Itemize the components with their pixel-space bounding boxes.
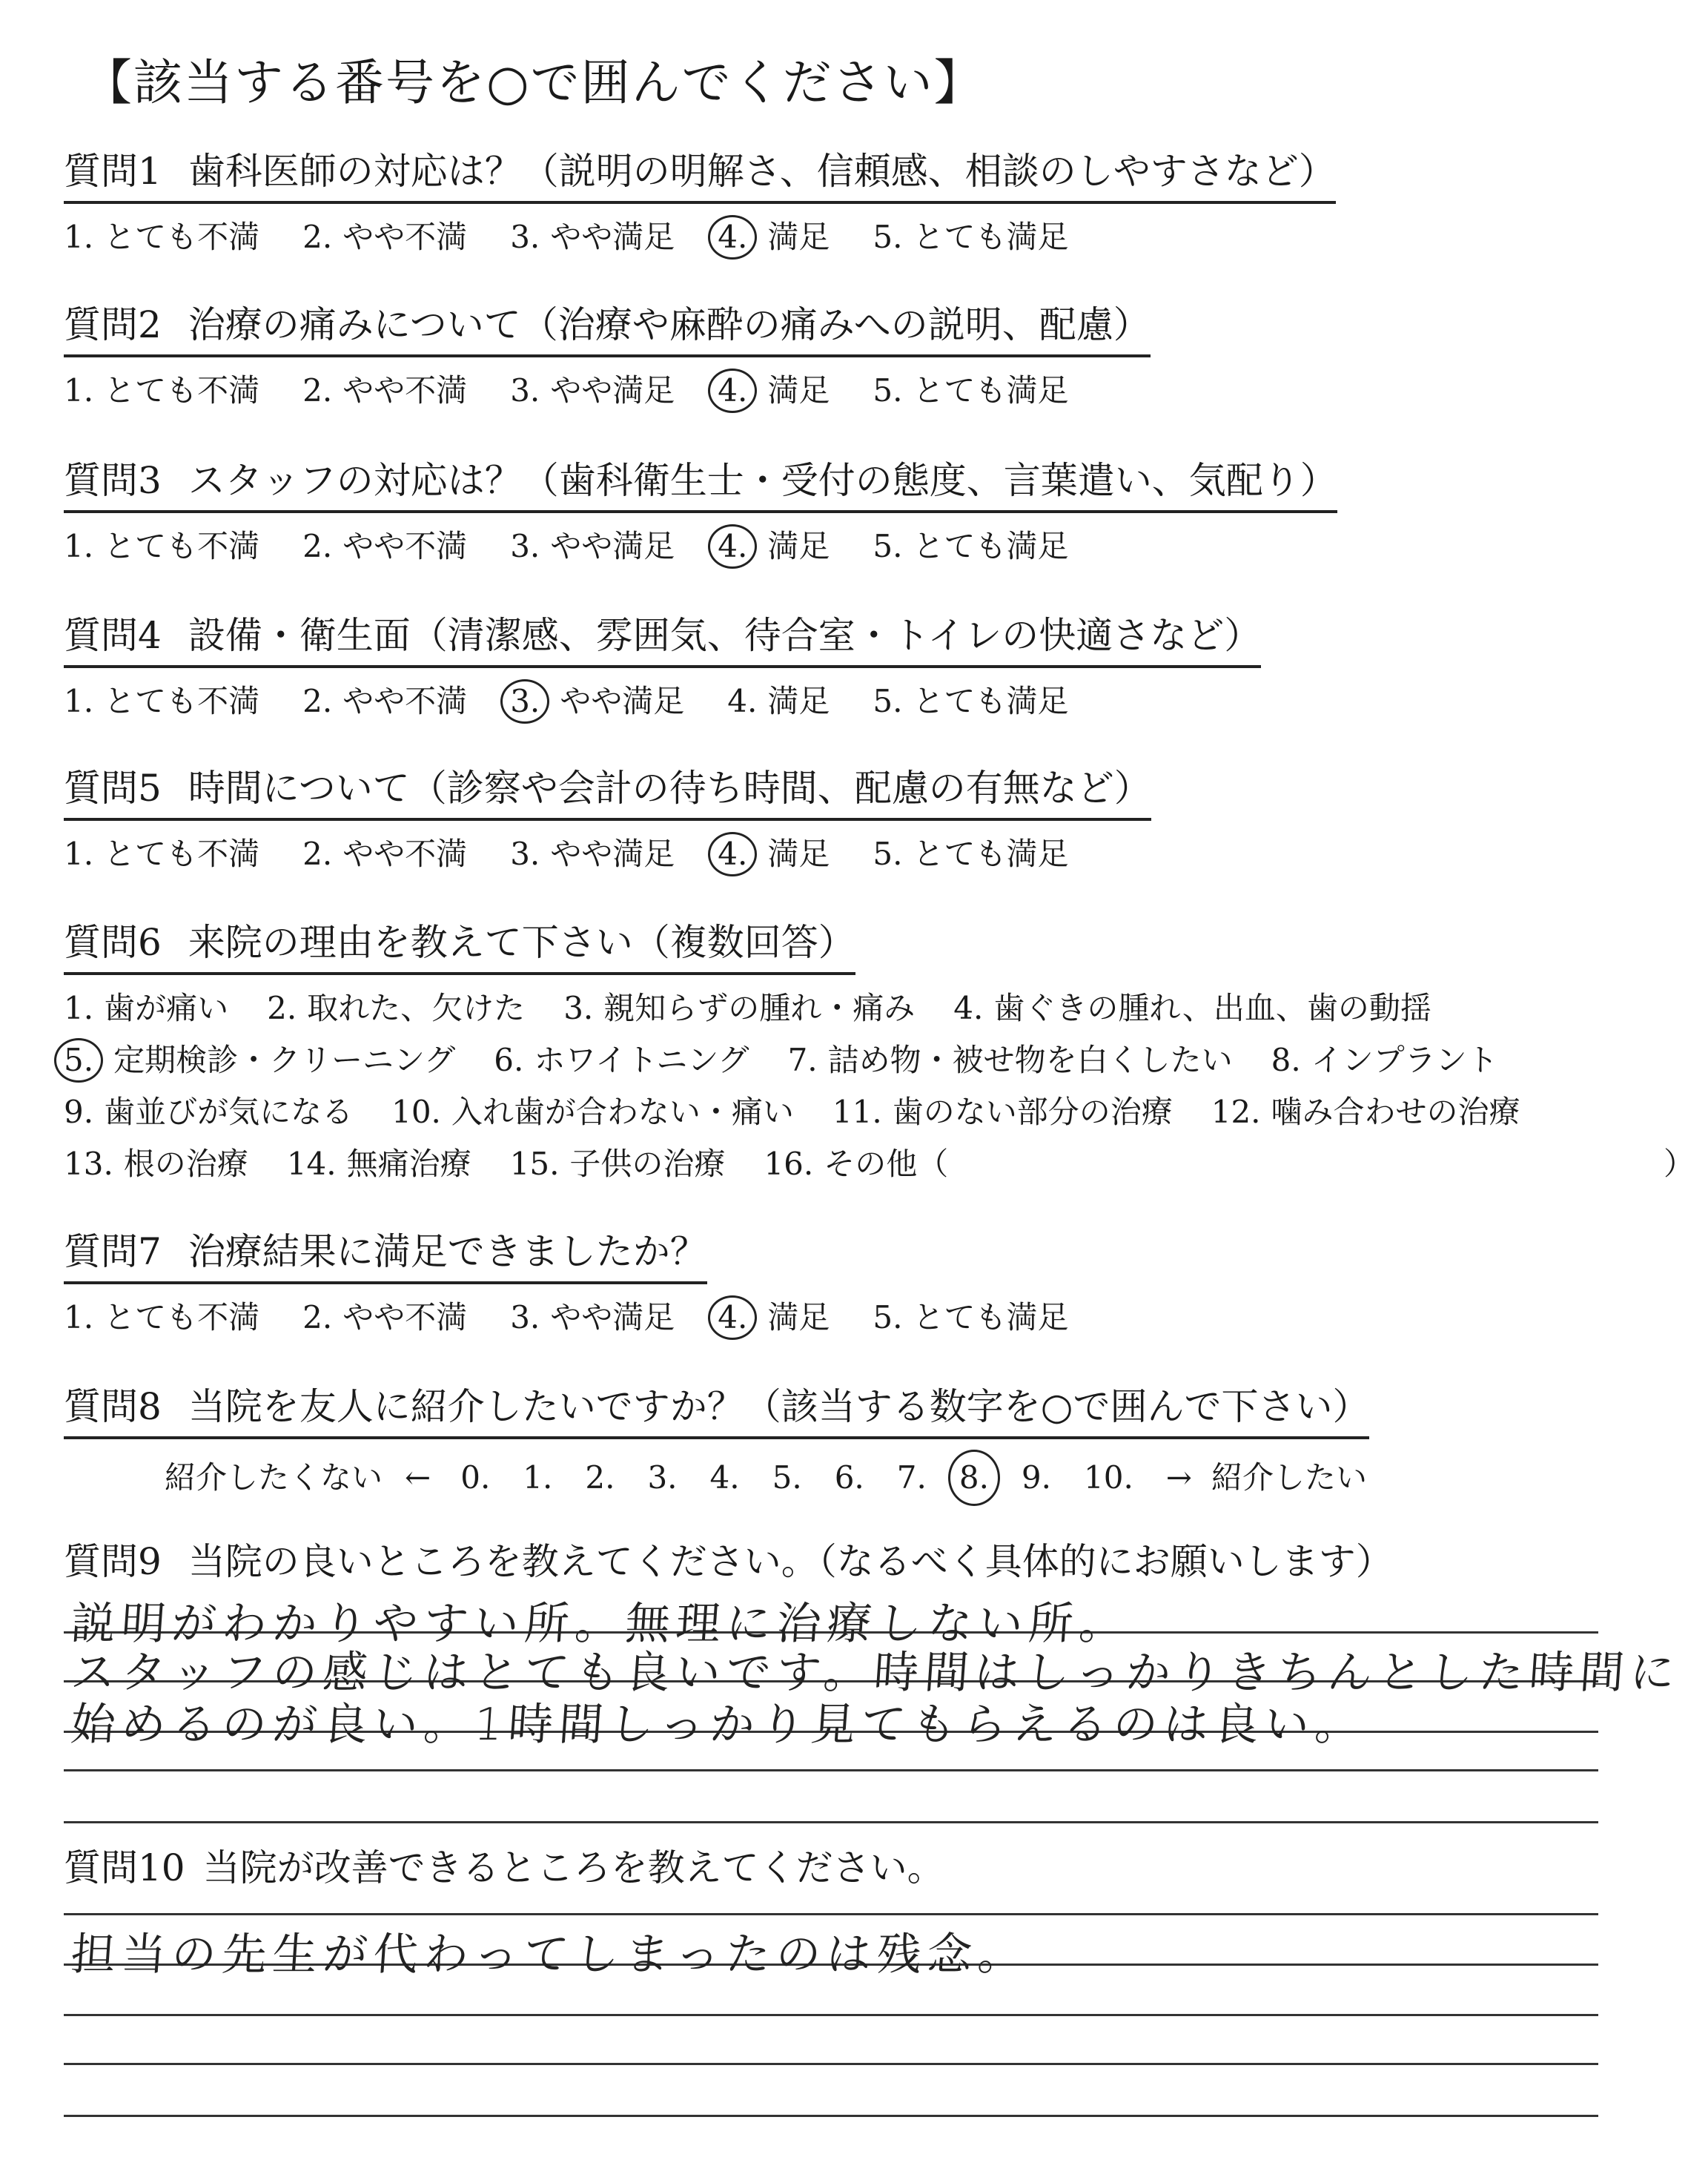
option-label: 入れ歯が合わない・痛い (451, 1093, 794, 1130)
reason-option-10[interactable] (391, 1086, 794, 1138)
question-3 (64, 458, 1337, 572)
answer-area-q10[interactable] (64, 1898, 1598, 2136)
option-number: 3. (510, 371, 540, 409)
rating-option-5[interactable] (873, 211, 1068, 263)
option-number: 11. (832, 1093, 882, 1130)
handwritten-answer: 始めるのが良い。1時間しっかり見てもらえるのは良い。 (69, 1699, 1368, 1751)
question-6 (64, 919, 1695, 1190)
option-label: その他（ (824, 1145, 949, 1182)
rating-option-1[interactable] (64, 1292, 259, 1344)
option-label: とても満足 (913, 682, 1069, 719)
question-2 (64, 302, 1151, 417)
scale-left-label: 紹介したくない (165, 1459, 383, 1496)
option-number: 3. (510, 1298, 540, 1335)
question-text: 当院の良いところを教えてください。（なるべく具体的にお願いします） (188, 1540, 1393, 1583)
rating-option-5[interactable] (873, 1292, 1068, 1344)
option-label: 満足 (767, 1298, 830, 1335)
rating-option-4[interactable] (718, 1292, 830, 1344)
option-number: 4. (708, 524, 757, 569)
option-label: とても満足 (913, 527, 1069, 564)
rating-option-1[interactable] (64, 676, 259, 727)
reason-option-14[interactable] (287, 1138, 471, 1190)
rating-option-4[interactable] (718, 365, 830, 417)
option-label: やや不満 (342, 218, 468, 255)
option-label: 子供の治療 (569, 1145, 726, 1182)
option-label: やや満足 (550, 1298, 675, 1335)
option-number: 1. (64, 989, 94, 1026)
option-number: 5. (873, 835, 903, 872)
answer-line (64, 1821, 1598, 1823)
reason-option-9[interactable] (64, 1086, 353, 1138)
question-7 (64, 1229, 1111, 1344)
rating-option-4[interactable] (718, 828, 830, 880)
option-label: とても不満 (104, 682, 260, 719)
option-number: 3. (510, 218, 540, 255)
reason-row (64, 982, 1559, 1034)
rating-options (64, 676, 1261, 727)
option-number: 2. (302, 371, 333, 409)
reason-option-16[interactable] (764, 1138, 948, 1190)
option-number: 1. (64, 527, 94, 564)
option-label: やや不満 (342, 1298, 468, 1335)
question-number: 質問1 (64, 150, 162, 193)
rating-option-4[interactable] (727, 676, 830, 727)
rating-option-1[interactable] (64, 521, 259, 572)
question-8-title (64, 1384, 1369, 1439)
option-label: 歯のない部分の治療 (892, 1093, 1173, 1130)
page-title: 【該当する番号を○で囲んでください】 (83, 54, 984, 111)
rating-option-3[interactable] (510, 521, 675, 572)
right-arrow-icon: → (1165, 1459, 1192, 1496)
option-label: 満足 (767, 371, 830, 409)
rating-option-1[interactable] (64, 365, 259, 417)
rating-options (64, 365, 1151, 417)
option-number: 14. (286, 1145, 337, 1182)
answer-area-q9[interactable] (64, 1587, 1683, 1824)
option-number: 1. (64, 835, 94, 872)
option-label: 歯並びが気になる (104, 1093, 354, 1130)
option-number: 16. (764, 1145, 814, 1182)
option-number: 2. (267, 989, 297, 1026)
answer-line (64, 1913, 1598, 1915)
option-number: 4. (708, 215, 757, 260)
rating-option-2[interactable] (302, 365, 467, 417)
rating-option-1[interactable] (64, 211, 259, 263)
scale-point-9[interactable]: 9. (1021, 1459, 1051, 1496)
option-number: 4. (708, 369, 757, 413)
option-number: 4. (708, 832, 757, 876)
reason-option-3[interactable] (563, 982, 915, 1034)
reason-row (64, 1034, 1559, 1086)
question-3-title (64, 458, 1337, 513)
question-number: 質問2 (64, 303, 162, 346)
option-label: 定期検診・クリーニング (113, 1041, 456, 1078)
reason-option-11[interactable] (833, 1086, 1173, 1138)
rating-option-5[interactable] (873, 828, 1068, 880)
answer-line (64, 2115, 1598, 2117)
question-1 (64, 148, 1336, 263)
option-label: ホワイトニング (534, 1041, 749, 1078)
question-10-title (64, 1845, 944, 1892)
scale-right-label: 紹介したい (1211, 1459, 1368, 1496)
scale-point-1[interactable]: 1. (523, 1459, 553, 1496)
rating-option-2[interactable] (302, 676, 467, 727)
rating-options (64, 828, 1151, 880)
question-text: 時間について（診察や会計の待ち時間、配慮の有無など） (188, 767, 1151, 810)
question-number: 質問3 (64, 459, 162, 502)
question-5-title (64, 765, 1151, 821)
question-2-title (64, 302, 1151, 357)
rating-option-3[interactable] (510, 211, 675, 263)
question-9-title (64, 1539, 1393, 1585)
option-number: 1. (64, 371, 94, 409)
rating-option-2[interactable] (302, 211, 467, 263)
scale-point-10[interactable]: 10. (1084, 1459, 1133, 1496)
reason-options (64, 982, 1695, 1190)
rating-options (64, 211, 1336, 263)
option-label: 無痛治療 (346, 1145, 471, 1182)
option-label: とても不満 (104, 1298, 260, 1335)
question-text: 設備・衛生面（清潔感、雰囲気、待合室・トイレの快適さなど） (188, 614, 1262, 657)
question-6-title (64, 919, 855, 975)
reason-option-8[interactable] (1271, 1034, 1498, 1086)
option-number: 2. (302, 527, 333, 564)
reason-option-1[interactable] (64, 982, 228, 1034)
scale-point-8[interactable]: 8. (948, 1450, 1000, 1506)
option-label: とても不満 (104, 527, 260, 564)
scale-point-5[interactable]: 5. (772, 1459, 802, 1496)
option-label: やや不満 (342, 371, 468, 409)
option-number: 4. (953, 989, 984, 1026)
option-number: 6. (494, 1041, 524, 1078)
option-number: 1. (64, 682, 94, 719)
scale-point-7[interactable]: 7. (896, 1459, 927, 1496)
option-label: やや不満 (342, 527, 468, 564)
rating-option-1[interactable] (64, 828, 259, 880)
option-number: 5. (873, 682, 903, 719)
option-label: とても満足 (913, 835, 1069, 872)
option-label: 満足 (767, 835, 830, 872)
option-number: 10. (391, 1093, 441, 1130)
reason-option-7[interactable] (788, 1034, 1233, 1086)
question-4 (64, 612, 1261, 727)
option-label: 取れた、欠けた (307, 989, 526, 1026)
question-number: 質問8 (64, 1385, 162, 1428)
option-label: やや満足 (550, 371, 675, 409)
option-label: 親知らずの腫れ・痛み (603, 989, 916, 1026)
question-number: 質問6 (64, 921, 162, 964)
question-text: 来院の理由を教えて下さい（複数回答） (188, 921, 855, 964)
question-text: スタッフの対応は？（歯科衛生士・受付の態度、言葉遣い、気配り） (188, 459, 1337, 502)
question-9 (64, 1539, 1393, 1585)
reason-row (64, 1086, 1559, 1138)
question-text: 治療結果に満足できましたか？ (188, 1230, 707, 1273)
handwritten-answer: スタッフの感じはとても良いです。時間はしっかりきちんとした時間に (69, 1647, 1683, 1699)
option-label: とても満足 (913, 218, 1069, 255)
scale-point-3[interactable]: 3. (647, 1459, 678, 1496)
reason-option-5[interactable] (64, 1034, 455, 1086)
option-number: 3. (510, 527, 540, 564)
rating-option-3[interactable] (510, 828, 675, 880)
reason-option-13[interactable] (64, 1138, 248, 1190)
rating-option-2[interactable] (302, 521, 467, 572)
answer-line (64, 1769, 1598, 1771)
option-number: 3. (563, 989, 594, 1026)
option-label: とても満足 (913, 1298, 1069, 1335)
option-number: 9. (64, 1093, 94, 1130)
rating-option-3[interactable] (510, 676, 684, 727)
option-number: 8. (1271, 1041, 1301, 1078)
option-label: 満足 (767, 218, 830, 255)
rating-options (64, 1292, 1111, 1344)
option-label: とても不満 (104, 218, 260, 255)
question-1-title (64, 148, 1336, 204)
question-text: 治療の痛みについて（治療や麻酔の痛みへの説明、配慮） (188, 303, 1151, 346)
handwritten-answer: 説明がわかりやすい所。無理に治療しない所。 (69, 1598, 1132, 1650)
question-number: 質問4 (64, 614, 162, 657)
option-label: とても満足 (913, 371, 1069, 409)
option-number: 5. (873, 527, 903, 564)
rating-option-3[interactable] (510, 1292, 675, 1344)
reason-option-4[interactable] (953, 982, 1431, 1034)
rating-options (64, 521, 1337, 572)
rating-option-5[interactable] (873, 365, 1068, 417)
option-number: 5. (54, 1038, 103, 1083)
option-number: 5. (873, 1298, 903, 1335)
scale-point-0[interactable]: 0. (460, 1459, 491, 1496)
reason-row (64, 1138, 1695, 1190)
question-number: 質問7 (64, 1230, 162, 1273)
rating-option-5[interactable] (873, 521, 1068, 572)
option-label: やや満足 (550, 527, 675, 564)
option-number: 15. (509, 1145, 560, 1182)
option-number: 5. (873, 371, 903, 409)
option-label: 根の治療 (123, 1145, 248, 1182)
question-8 (64, 1384, 1369, 1506)
reason-option-12[interactable] (1211, 1086, 1520, 1138)
option-number: 1. (64, 1298, 94, 1335)
question-number: 質問5 (64, 767, 162, 810)
option-number: 2. (302, 218, 333, 255)
option-label: 噛み合わせの治療 (1271, 1093, 1520, 1130)
scale-point-4[interactable]: 4. (709, 1459, 740, 1496)
option-number: 2. (302, 835, 333, 872)
scale-point-2[interactable]: 2. (585, 1459, 615, 1496)
option-label: やや不満 (342, 682, 468, 719)
handwritten-answer: 担当の先生が代わってしまったのは残念。 (69, 1929, 1030, 1981)
other-close-paren: ） (1664, 1145, 1695, 1182)
rating-option-2[interactable] (302, 1292, 467, 1344)
question-text: 当院を友人に紹介したいですか？（該当する数字を○で囲んで下さい） (188, 1385, 1370, 1428)
option-label: インプラント (1311, 1041, 1498, 1078)
rating-option-4[interactable] (718, 211, 830, 263)
option-number: 2. (302, 1298, 333, 1335)
answer-line (64, 2014, 1598, 2016)
option-number: 7. (787, 1041, 818, 1078)
question-5 (64, 765, 1151, 880)
rating-option-5[interactable] (873, 676, 1068, 727)
recommend-scale (165, 1450, 1369, 1506)
option-number: 12. (1211, 1093, 1261, 1130)
option-label: とても不満 (104, 371, 260, 409)
question-text: 当院が改善できるところを教えてください。 (202, 1846, 944, 1889)
left-arrow-icon: ← (405, 1459, 431, 1496)
reason-option-15[interactable] (510, 1138, 726, 1190)
option-label: 満足 (767, 527, 830, 564)
reason-option-6[interactable] (494, 1034, 749, 1086)
option-label: 詰め物・被せ物を白くしたい (827, 1041, 1233, 1078)
option-label: 歯ぐきの腫れ、出血、歯の動揺 (993, 989, 1431, 1026)
option-label: やや満足 (560, 682, 685, 719)
option-label: やや満足 (550, 835, 675, 872)
option-number: 5. (873, 218, 903, 255)
question-number: 質問9 (64, 1540, 162, 1583)
option-label: やや不満 (342, 835, 468, 872)
scale-point-6[interactable]: 6. (834, 1459, 864, 1496)
option-label: やや満足 (550, 218, 675, 255)
question-7-title (64, 1229, 707, 1284)
rating-option-3[interactable] (510, 365, 675, 417)
option-number: 3. (510, 835, 540, 872)
option-number: 4. (708, 1295, 757, 1340)
question-text: 歯科医師の対応は？（説明の明解さ、信頼感、相談のしやすさなど） (188, 150, 1336, 193)
option-number: 2. (302, 682, 333, 719)
answer-line (64, 2063, 1598, 2065)
rating-option-2[interactable] (302, 828, 467, 880)
option-label: 歯が痛い (104, 989, 229, 1026)
question-10 (64, 1845, 944, 1892)
option-label: 満足 (767, 682, 830, 719)
option-number: 3. (500, 679, 549, 724)
option-number: 13. (64, 1145, 113, 1182)
reason-option-2[interactable] (267, 982, 525, 1034)
option-label: とても不満 (104, 835, 260, 872)
question-4-title (64, 612, 1261, 668)
question-number: 質問10 (64, 1846, 185, 1889)
option-number: 1. (64, 218, 94, 255)
option-number: 4. (727, 682, 758, 719)
rating-option-4[interactable] (718, 521, 830, 572)
